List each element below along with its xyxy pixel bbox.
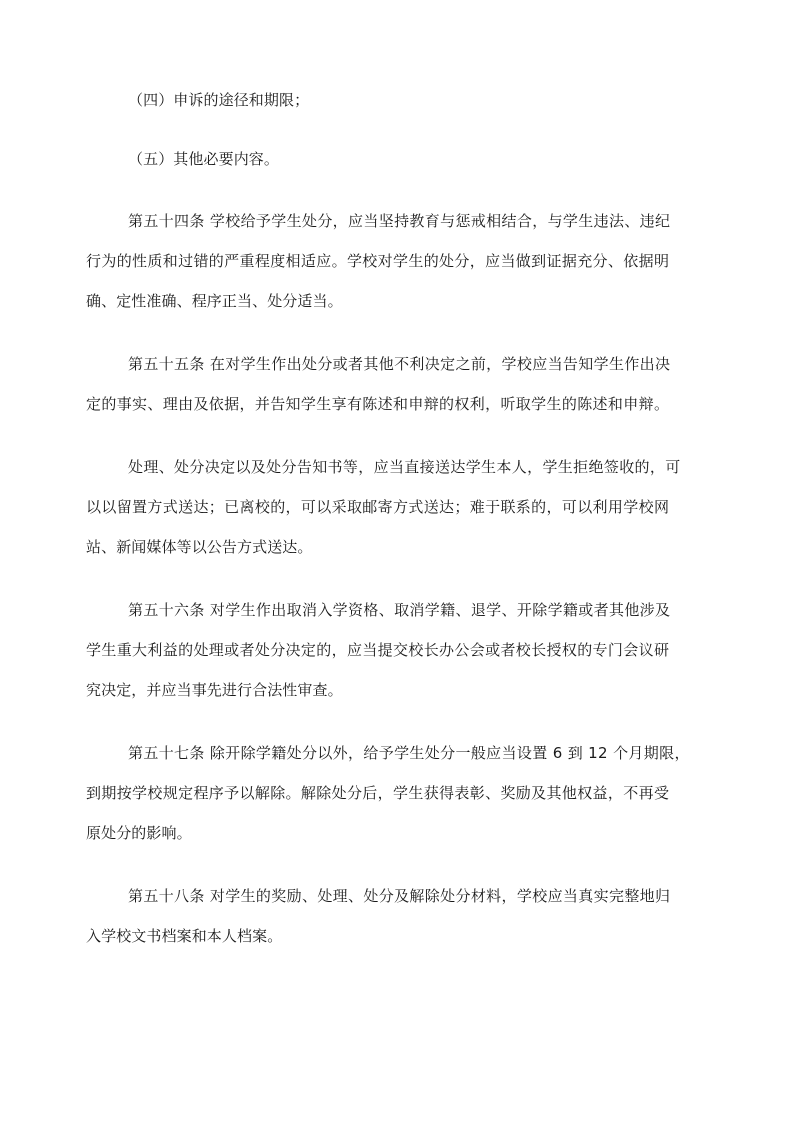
article-54-line-3: 确、定性准确、程序正当、处分适当。 xyxy=(86,292,343,310)
article-56-line-1: 第五十六条 对学生作出取消入学资格、取消学籍、退学、开除学籍或者其他涉及 xyxy=(128,601,671,619)
article-55-para2-line-2: 以以留置方式送达；已离校的，可以采取邮寄方式送达；难于联系的，可以利用学校网 xyxy=(86,498,670,516)
article-56-line-3: 究决定，并应当事先进行合法性审查。 xyxy=(86,681,343,699)
article-57-line-2: 到期按学校规定程序予以解除。解除处分后，学生获得表彰、奖励及其他权益，不再受 xyxy=(86,784,670,802)
article-57-line-3: 原处分的影响。 xyxy=(86,824,192,842)
article-55-para2-line-1: 处理、处分决定以及处分告知书等，应当直接送达学生本人，学生拒绝签收的，可 xyxy=(128,458,681,476)
item-four-text: （四）申诉的途径和期限； xyxy=(128,91,310,109)
item-five-text: （五）其他必要内容。 xyxy=(128,150,280,168)
article-55-line-2: 定的事实、理由及依据，并告知学生享有陈述和申辩的权利，听取学生的陈述和申辩。 xyxy=(86,395,670,413)
article-58-line-2: 入学校文书档案和本人档案。 xyxy=(86,927,283,945)
article-54-line-2: 行为的性质和过错的严重程度相适应。学校对学生的处分，应当做到证据充分、依据明 xyxy=(86,252,670,270)
article-54-line-1: 第五十四条 学校给予学生处分，应当坚持教育与惩戒相结合，与学生违法、违纪 xyxy=(128,212,671,230)
article-56-line-2: 学生重大利益的处理或者处分决定的，应当提交校长办公会或者校长授权的专门会议研 xyxy=(86,641,670,659)
article-57-line-1: 第五十七条 除开除学籍处分以外，给予学生处分一般应当设置 6 到 12 个月期限， xyxy=(128,744,690,762)
article-58-line-1: 第五十八条 对学生的奖励、处理、处分及解除处分材料，学校应当真实完整地归 xyxy=(128,887,671,905)
article-55-para2-line-3: 站、新闻媒体等以公告方式送达。 xyxy=(86,538,313,556)
article-55-line-1: 第五十五条 在对学生作出处分或者其他不利决定之前，学校应当告知学生作出决 xyxy=(128,355,671,373)
